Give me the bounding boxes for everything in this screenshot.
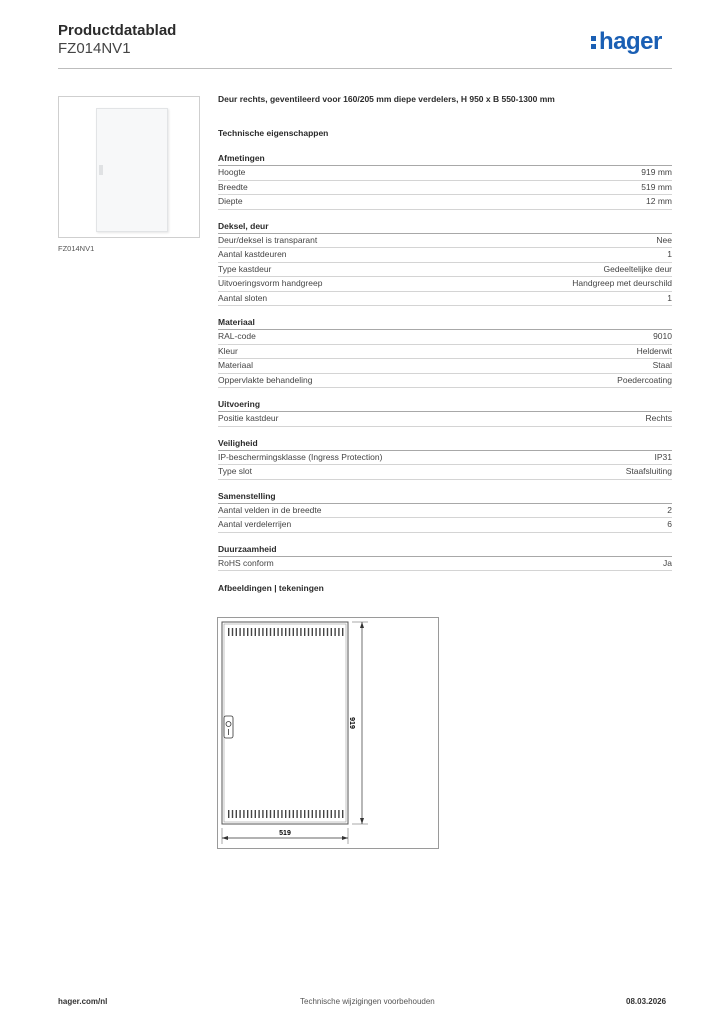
spec-value: 519 mm: [641, 181, 672, 192]
vent-slot: [255, 628, 256, 636]
tech-heading: Technische eigenschappen: [218, 128, 329, 138]
vent-slot: [319, 810, 320, 818]
vent-slot: [243, 810, 244, 818]
spec-section: [218, 541, 672, 572]
spec-row: [218, 181, 672, 196]
spec-row: [218, 166, 672, 181]
spec-value: Helderwit: [636, 345, 672, 356]
section-title: Samenstelling: [218, 488, 672, 504]
vent-slot: [308, 628, 309, 636]
spec-row: [218, 518, 672, 533]
spec-row: [218, 263, 672, 278]
product-image: [58, 96, 200, 238]
vent-slot: [331, 628, 332, 636]
section-title: Deksel, deur: [218, 218, 672, 234]
spec-section: [218, 396, 672, 427]
spec-label: Aantal velden in de breedte: [218, 504, 322, 515]
vent-slot: [239, 810, 240, 818]
door-image: [96, 108, 168, 232]
vent-slot: [243, 628, 244, 636]
vent-slot: [338, 810, 339, 818]
spec-row: [218, 451, 672, 466]
vent-slot: [281, 810, 282, 818]
spec-label: Diepte: [218, 196, 243, 206]
spec-label: RoHS conform: [218, 557, 274, 568]
spec-value: 919 mm: [641, 167, 672, 177]
vent-slot: [293, 810, 294, 818]
spec-label: Materiaal: [218, 360, 253, 370]
vent-slot: [255, 810, 256, 818]
spec-value: 2: [667, 504, 672, 515]
vent-slot: [300, 628, 301, 636]
spec-label: RAL-code: [218, 331, 256, 341]
spec-row: [218, 557, 672, 572]
drawing-svg: [218, 618, 438, 848]
vent-slot: [274, 628, 275, 636]
spec-label: Positie kastdeur: [218, 413, 279, 423]
vent-slot: [266, 628, 267, 636]
vent-slot: [338, 628, 339, 636]
spec-value: Handgreep met deurschild: [572, 278, 672, 288]
spec-row: [218, 359, 672, 374]
logo-dots-icon: [591, 33, 598, 51]
vent-slot: [304, 628, 305, 636]
vent-slot: [270, 628, 271, 636]
vent-slot: [327, 810, 328, 818]
vent-slot: [277, 628, 278, 636]
spec-value: 6: [667, 519, 672, 529]
vent-slot: [296, 628, 297, 636]
vent-slot: [312, 628, 313, 636]
footer-notice: Technische wijzigingen voorbehouden: [300, 997, 435, 1006]
technical-drawing: [217, 617, 439, 849]
section-title: Afmetingen: [218, 150, 672, 166]
spec-label: IP-beschermingsklasse (Ingress Protection): [218, 451, 383, 462]
spec-row: [218, 248, 672, 263]
product-code: FZ014NV1: [58, 40, 131, 57]
spec-sections: [218, 150, 672, 571]
vent-slot: [331, 810, 332, 818]
product-description: Deur rechts, geventileerd voor 160/205 mm diepe verdelers, H 950 x B 550-1300 mm: [218, 94, 555, 104]
spec-content: [218, 90, 672, 595]
vent-slot: [308, 810, 309, 818]
spec-value: 1: [667, 292, 672, 303]
header-divider: [58, 68, 672, 69]
vent-slot: [247, 628, 248, 636]
spec-value: Poedercoating: [617, 374, 672, 385]
spec-row: [218, 292, 672, 307]
spec-value: Staafsluiting: [625, 466, 672, 476]
vent-slot: [323, 628, 324, 636]
vent-slot: [293, 628, 294, 636]
footer-date: 08.03.2026: [626, 997, 667, 1006]
spec-label: Type kastdeur: [218, 263, 272, 274]
spec-row: [218, 330, 672, 345]
spec-label: Oppervlakte behandeling: [218, 374, 313, 385]
spec-row: [218, 412, 672, 427]
spec-row: [218, 504, 672, 519]
vent-slot: [262, 628, 263, 636]
section-title: Materiaal: [218, 314, 672, 330]
vent-slot: [251, 628, 252, 636]
spec-value: IP31: [654, 451, 672, 462]
section-title: Uitvoering: [218, 396, 672, 412]
product-image-caption: FZ014NV1: [58, 244, 95, 253]
vent-slot: [266, 810, 267, 818]
hager-logo: hager: [591, 28, 662, 56]
vent-slot: [323, 810, 324, 818]
section-title: Duurzaamheid: [218, 541, 672, 557]
spec-value: 9010: [653, 331, 672, 341]
vent-slot: [312, 810, 313, 818]
vent-slot: [258, 810, 259, 818]
vent-slot: [342, 810, 343, 818]
spec-row: [218, 277, 672, 292]
spec-label: Aantal sloten: [218, 292, 268, 303]
vent-slot: [274, 810, 275, 818]
vent-slot: [251, 810, 252, 818]
vent-slot: [258, 628, 259, 636]
spec-row: [218, 234, 672, 249]
vent-slot: [247, 810, 248, 818]
spec-label: Type slot: [218, 466, 253, 476]
spec-value: Rechts: [645, 413, 672, 423]
spec-section: [218, 218, 672, 307]
spec-label: Deur/deksel is transparant: [218, 234, 318, 245]
page-title: Productdatablad: [58, 22, 177, 39]
vent-slot: [334, 810, 335, 818]
section-title: Veiligheid: [218, 435, 672, 451]
vent-slot: [334, 628, 335, 636]
vent-slot: [285, 628, 286, 636]
vent-slot: [232, 810, 233, 818]
spec-row: [218, 195, 672, 210]
vent-slot: [289, 628, 290, 636]
vent-slot: [289, 810, 290, 818]
spec-label: Kleur: [218, 345, 238, 356]
vent-slot: [315, 628, 316, 636]
spec-label: Aantal kastdeuren: [218, 249, 287, 259]
door-outline: [222, 622, 348, 824]
spec-section: [218, 150, 672, 210]
height-label: 919: [348, 717, 355, 729]
vent-slot: [228, 810, 229, 818]
vent-slot: [270, 810, 271, 818]
vent-slot: [281, 628, 282, 636]
spec-label: Breedte: [218, 181, 248, 192]
footer-website[interactable]: hager.com/nl: [58, 997, 108, 1006]
spec-value: Gedeeltelijke deur: [603, 263, 672, 274]
figures-heading: Afbeeldingen | tekeningen: [218, 583, 324, 593]
spec-section: [218, 435, 672, 480]
vent-slot: [319, 628, 320, 636]
spec-row: [218, 465, 672, 480]
vent-slot: [228, 628, 229, 636]
width-label: 519: [279, 830, 291, 837]
spec-label: Hoogte: [218, 167, 246, 177]
vent-slot: [304, 810, 305, 818]
spec-label: Aantal verdelerrijen: [218, 519, 292, 529]
vent-slot: [239, 628, 240, 636]
spec-section: [218, 314, 672, 388]
spec-label: Uitvoeringsvorm handgreep: [218, 278, 323, 288]
spec-row: [218, 374, 672, 389]
vent-slot: [262, 810, 263, 818]
spec-value: Staal: [652, 360, 672, 370]
vent-slot: [296, 810, 297, 818]
vent-slot: [300, 810, 301, 818]
spec-value: 12 mm: [646, 196, 672, 206]
spec-value: 1: [667, 249, 672, 259]
vent-slot: [315, 810, 316, 818]
vent-slot: [285, 810, 286, 818]
vent-slot: [236, 628, 237, 636]
vent-slot: [327, 628, 328, 636]
spec-section: [218, 488, 672, 533]
vent-slot: [236, 810, 237, 818]
spec-row: [218, 345, 672, 360]
spec-value: Ja: [663, 557, 672, 568]
vent-slot: [232, 628, 233, 636]
vent-slot: [277, 810, 278, 818]
vent-slot: [342, 628, 343, 636]
spec-value: Nee: [656, 234, 672, 245]
